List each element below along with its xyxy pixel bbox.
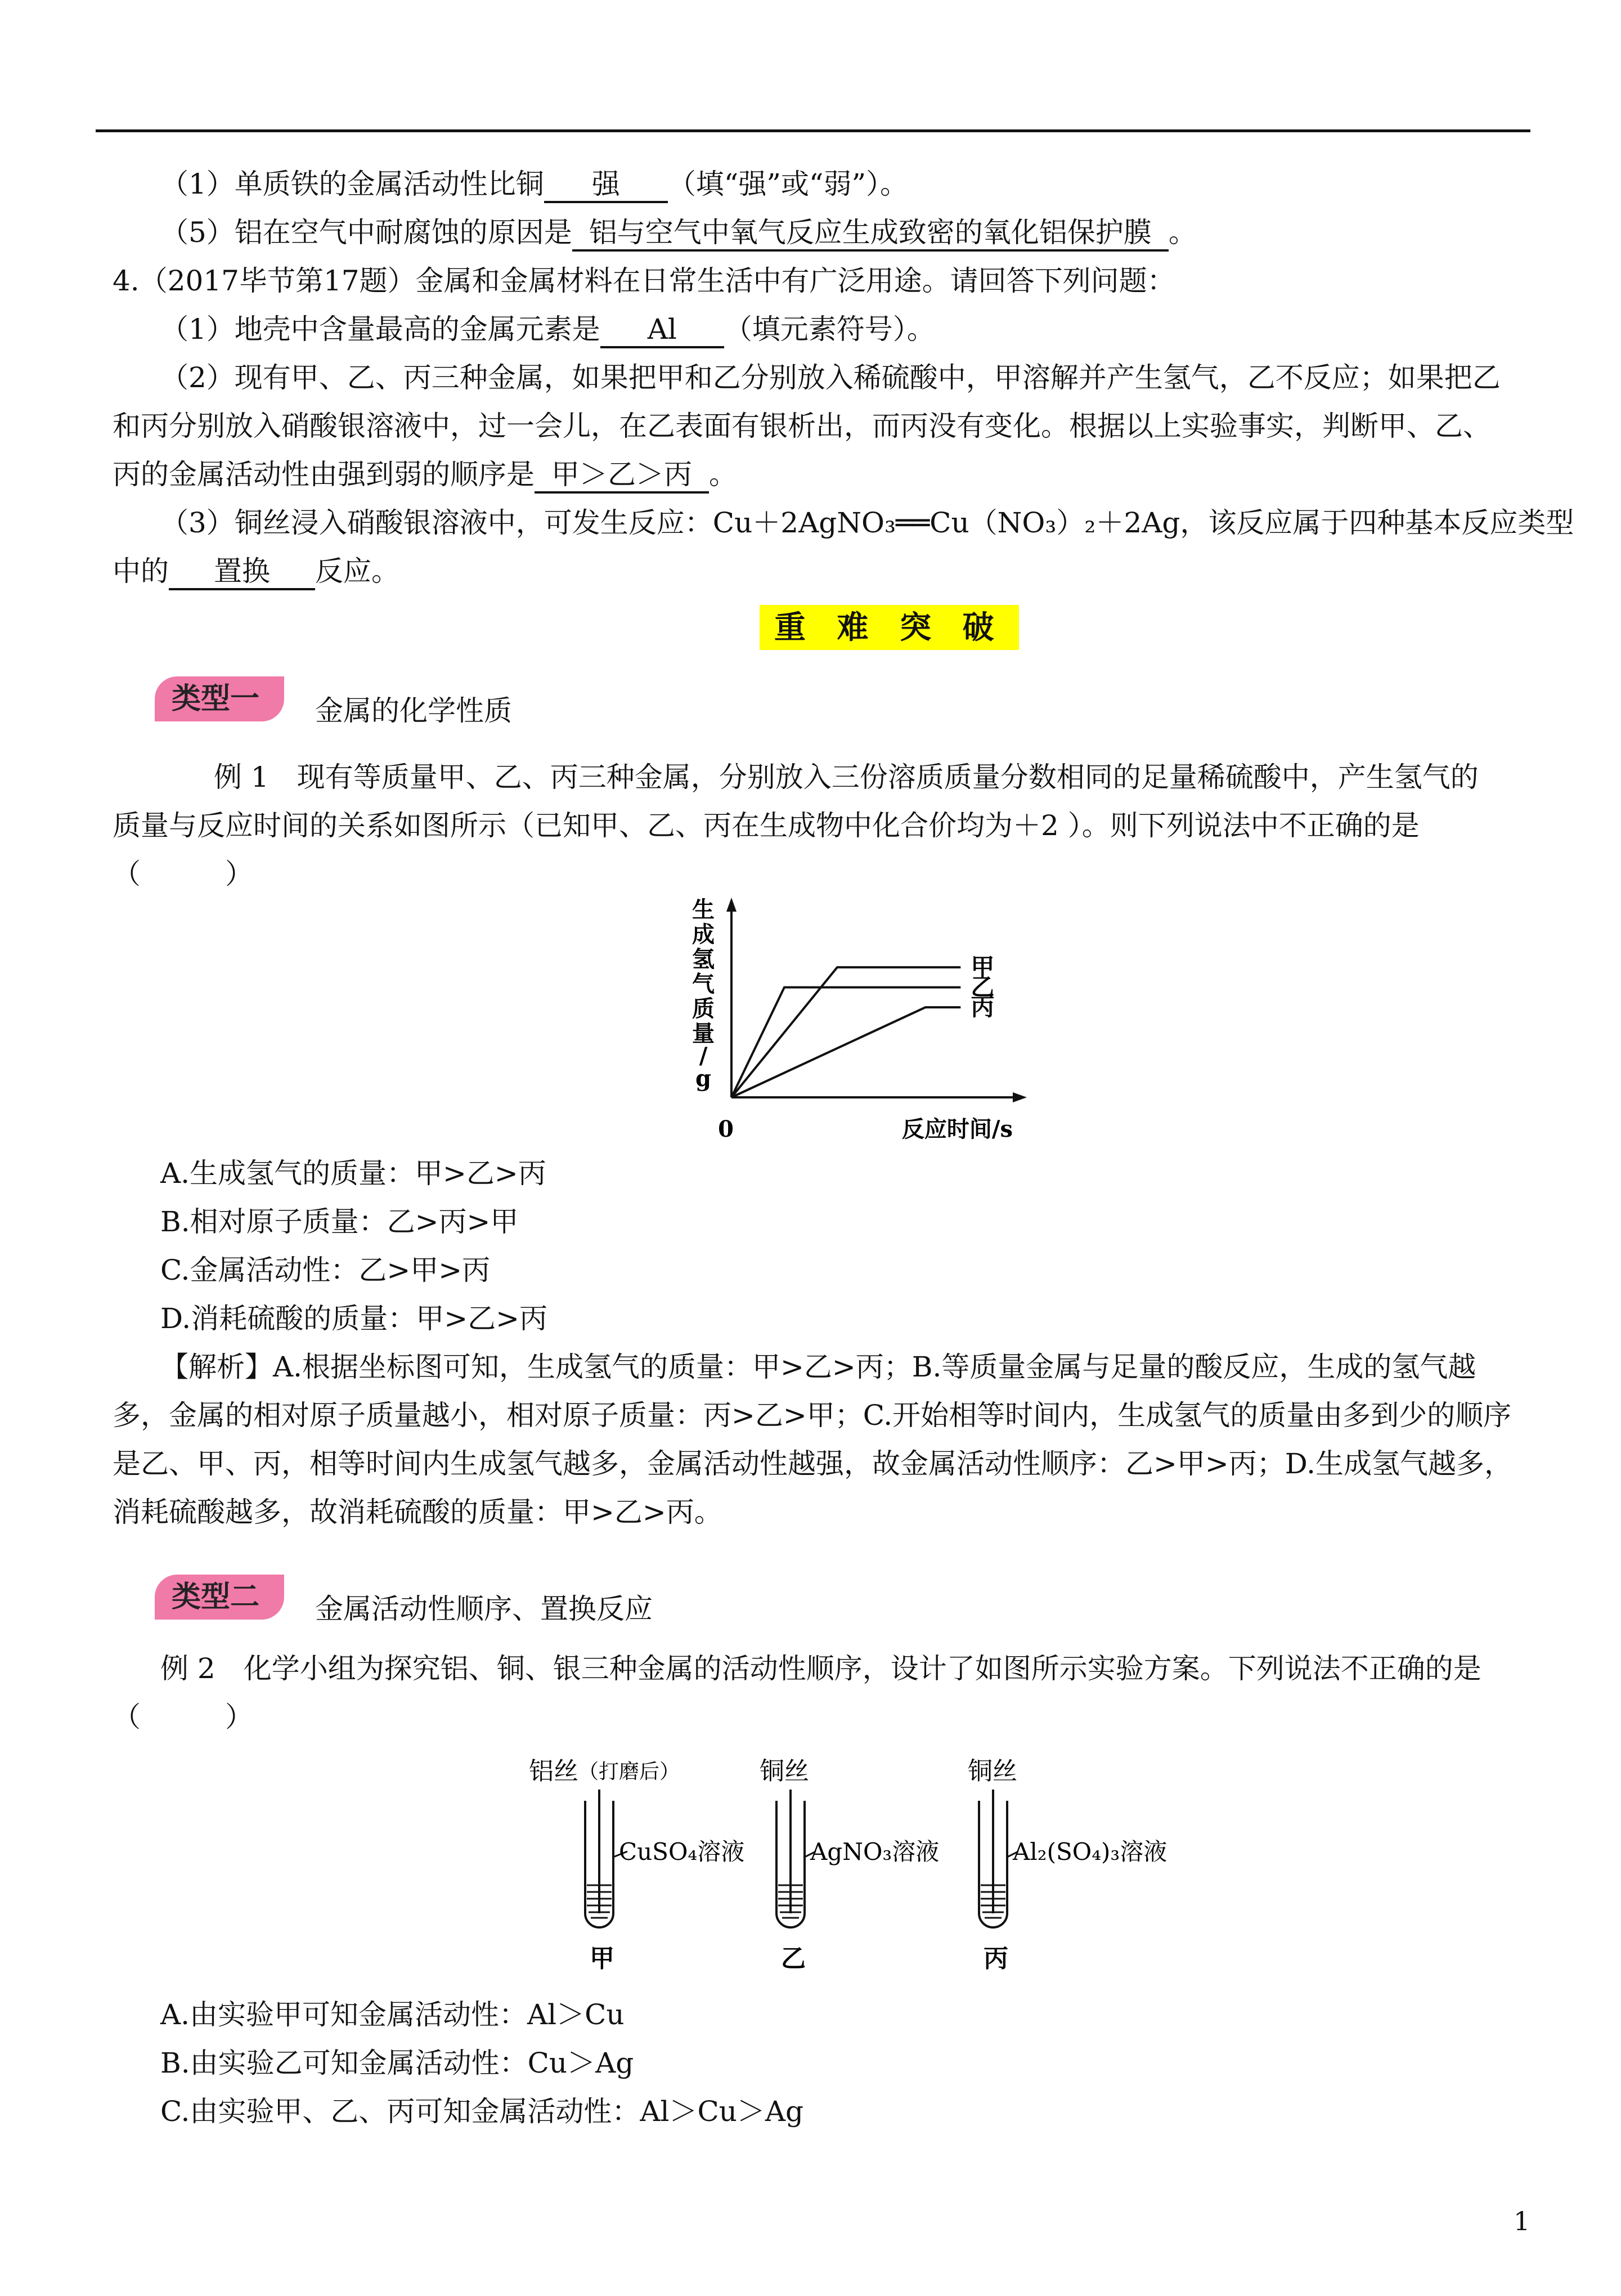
q4-p3-text-after: 反应。 — [315, 555, 399, 588]
q4-p1-text-after: （填元素符号）。 — [724, 313, 935, 346]
example2-option-b: B.由实验乙可知金属活动性：Cu＞Ag — [160, 2047, 634, 2079]
series-label-1: 甲 — [971, 953, 995, 981]
tube-yi — [760, 1757, 939, 1973]
q4-p2-answer: 甲＞乙＞丙 — [535, 458, 709, 494]
q4-p1-text: （1）地壳中含量最高的金属元素是 — [160, 313, 600, 346]
q4-p3-text: 中的 — [113, 555, 169, 588]
hydrogen-chart — [664, 895, 1035, 1156]
tube2-label: 乙 — [781, 1944, 806, 1973]
question-1 — [160, 164, 908, 204]
example1-line2: 质量与反应时间的关系如图所示（已知甲、乙、丙在生成物中化合价均为＋2 ）。则下列说法中不正确的是 — [113, 809, 1420, 842]
q4-p3-answer: 置换 — [169, 554, 315, 590]
analysis-line2: 多，金属的相对原子质量越小，相对原子质量：丙>乙>甲；C.开始相等时间内，生成氢气的质量由多到少的顺序 — [113, 1399, 1512, 1432]
header-rule — [96, 129, 1530, 132]
question-5 — [160, 213, 1197, 252]
chart-svg — [664, 895, 1035, 1154]
q4-part3-line2 — [113, 551, 399, 591]
q1-answer: 强 — [544, 167, 668, 203]
tube1-solution-label: CuSO₄溶液 — [619, 1838, 745, 1866]
section-heading: 重 难 突 破 — [760, 605, 1019, 650]
example1-line1: 例 1 现有等质量甲、乙、丙三种金属，分别放入三份溶质质量分数相同的足量稀硫酸中，产生氢气的 — [214, 761, 1479, 793]
q5-answer: 铝与空气中氧气反应生成致密的氧化铝保护膜 — [572, 216, 1169, 252]
analysis-line3: 是乙、甲、丙，相等时间内生成氢气越多，金属活动性越强，故金属活动性顺序：乙>甲>丙；D.生成氢气越多， — [113, 1447, 1512, 1480]
q4-part2-line2: 和丙分别放入硝酸银溶液中，过一会儿，在乙表面有银析出，而丙没有变化。根据以上实验事实，判断甲、乙、 — [113, 410, 1491, 442]
x-axis-arrow — [1013, 1092, 1027, 1102]
analysis-line1: 【解析】A.根据坐标图可知，生成氢气的质量：甲>乙>丙；B.等质量金属与足量的酸反应，生成的氢气越 — [160, 1351, 1476, 1383]
q4-p2-text-after: 。 — [709, 458, 737, 491]
tube2-wire-label: 铜丝 — [760, 1757, 809, 1786]
q4-part2-line1: （2）现有甲、乙、丙三种金属，如果把甲和乙分别放入稀硫酸中，甲溶解并产生氢气，乙不反应；如果把乙 — [160, 361, 1501, 394]
example2-option-c: C.由实验甲、乙、丙可知金属活动性：Al＞Cu＞Ag — [160, 2095, 804, 2128]
x-axis-label: 反应时间/s — [901, 1116, 1013, 1142]
tube-bing — [968, 1757, 1167, 1973]
type2-tag — [155, 1575, 284, 1620]
tube3-label: 丙 — [984, 1944, 1008, 1973]
tube-jia — [529, 1757, 744, 1973]
page-number: 1 — [1514, 2206, 1530, 2236]
example1-option-c: C.金属活动性：乙>甲>丙 — [160, 1254, 491, 1286]
q4-part3-line1: （3）铜丝浸入硝酸银溶液中，可发生反应：Cu＋2AgNO₃══Cu（NO₃）₂＋2Ag，该反应属于四种基本反应类型 — [160, 506, 1574, 539]
example1-option-d: D.消耗硫酸的质量：甲>乙>丙 — [160, 1302, 547, 1335]
tube1-label: 甲 — [590, 1944, 614, 1973]
tube1-note: （打磨后） — [578, 1760, 680, 1783]
q4-part1 — [160, 310, 935, 349]
type2-title: 金属活动性顺序、置换反应 — [315, 1593, 653, 1625]
q5-text-after: 。 — [1168, 216, 1197, 249]
q4-p2-text: 丙的金属活动性由强到弱的顺序是 — [113, 458, 535, 491]
tube1-wire-label: 铝丝 — [529, 1757, 578, 1786]
type2-tag-label: 类型二 — [172, 1580, 260, 1614]
q1-text: （1）单质铁的金属活动性比铜 — [160, 168, 544, 200]
example2-line2: （ ） — [113, 1701, 253, 1733]
example2-option-a: A.由实验甲可知金属活动性：Al＞Cu — [160, 1998, 625, 2031]
test-tube-diagram — [518, 1745, 1215, 1989]
type1-title: 金属的化学性质 — [315, 694, 512, 727]
q4-stem: 4.（2017毕节第17题）金属和金属材料在日常生活中有广泛用途。请回答下列问题： — [113, 264, 1175, 297]
example1-line3: （ ） — [113, 858, 253, 890]
origin-label: 0 — [718, 1116, 734, 1142]
tube2-solution-label: AgNO₃溶液 — [810, 1838, 940, 1866]
y-axis-arrow — [726, 898, 737, 912]
example1-option-a: A.生成氢气的质量：甲>乙>丙 — [160, 1157, 546, 1190]
q1-text-after: （填“强”或“弱”）。 — [667, 168, 909, 200]
q4-p1-answer: Al — [600, 312, 724, 348]
example1-option-b: B.相对原子质量：乙>丙>甲 — [160, 1205, 519, 1238]
y-axis-label: 生成氢气质量/ g — [692, 896, 715, 1092]
q5-text: （5）铝在空气中耐腐蚀的原因是 — [160, 216, 572, 249]
tubes-svg — [518, 1745, 1215, 1986]
analysis-line4: 消耗硫酸越多，故消耗硫酸的质量：甲>乙>丙。 — [113, 1496, 722, 1528]
series-line-3 — [731, 1007, 960, 1097]
tube3-solution-label: Al₂(SO₄)₃溶液 — [1013, 1838, 1168, 1866]
series-label-3: 丙 — [971, 993, 995, 1021]
tube3-wire-label: 铜丝 — [968, 1757, 1017, 1786]
series-label-2: 乙 — [971, 973, 995, 1001]
type1-tag — [155, 676, 284, 721]
q4-part2-line3 — [113, 455, 737, 494]
example2-line1: 例 2 化学小组为探究铝、铜、银三种金属的活动性顺序，设计了如图所示实验方案。下列说法不正确的是 — [160, 1652, 1481, 1685]
type1-tag-label: 类型一 — [172, 682, 260, 716]
